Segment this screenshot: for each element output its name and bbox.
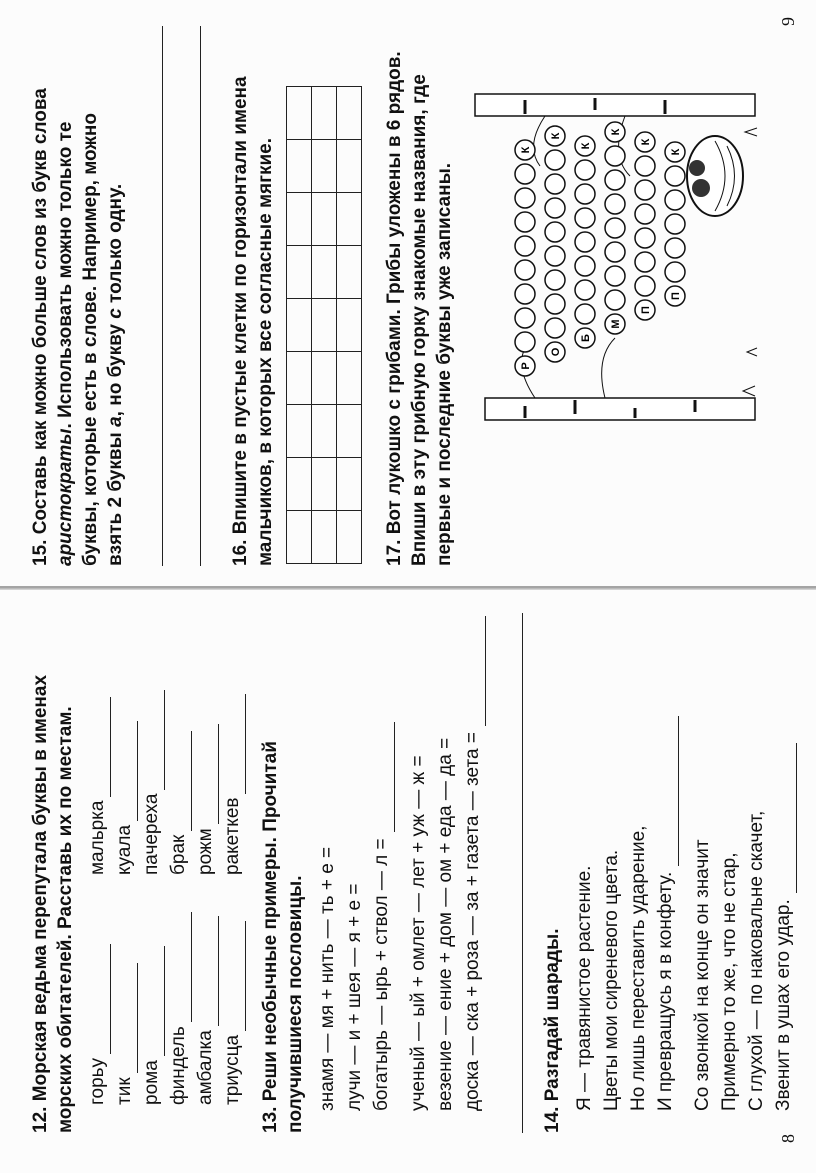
mushroom-cell[interactable] (575, 184, 595, 204)
mushroom-cell[interactable] (545, 150, 565, 170)
grid-cell[interactable] (337, 405, 362, 458)
line-text: Я — травянистое растение. (574, 865, 595, 1111)
mushroom-letter: О (550, 347, 562, 357)
mushroom-cell[interactable] (665, 166, 685, 186)
mushroom-cell[interactable] (575, 304, 595, 324)
grid-cell[interactable] (312, 246, 337, 299)
mushroom-cell[interactable] (575, 160, 595, 180)
line-text: И превращусь я в конфету. (655, 871, 676, 1111)
text-line (138, 625, 165, 875)
mushroom-cell[interactable] (545, 198, 565, 218)
line-text: доска — ска + роза — за + газета — зета = (462, 732, 483, 1111)
line-text: горьу (87, 1057, 108, 1105)
line-text: ракеткев (222, 797, 243, 875)
grid-row (287, 87, 312, 564)
line-text: амбалка (195, 1030, 216, 1105)
task-13-group-2 (405, 608, 486, 1111)
task-12 (28, 608, 246, 1133)
answer-blank[interactable] (227, 694, 246, 794)
mushroom-letter: К (670, 148, 682, 156)
task-13-title: 13. Реши необычные примеры. Прочитай получившиеся пословицы. (260, 741, 306, 1133)
answer-line (162, 26, 163, 566)
grid-cell[interactable] (337, 193, 362, 246)
mushroom-cell[interactable] (665, 262, 685, 282)
text-line (689, 608, 716, 1111)
basket-icon (687, 136, 743, 216)
answer-blank[interactable] (227, 921, 246, 1031)
line-text: С глухой — по наковальне скачет, (746, 810, 767, 1111)
task-17-title: 17. Вот лукошко с грибами. Грибы уложены в 6 рядов. Впиши в эту грибную горку знакомые названия, где первые и последние буквы уже записаны. (384, 51, 455, 566)
mushroom-cell[interactable] (545, 222, 565, 242)
mushroom-cell[interactable] (665, 214, 685, 234)
text-line (84, 625, 111, 875)
text-line (743, 608, 770, 1111)
line-text: куала (114, 824, 135, 875)
mushroom-cell[interactable] (605, 242, 625, 262)
mushroom-letter: П (670, 292, 682, 300)
text-line (459, 608, 486, 1111)
text-line (314, 608, 341, 1111)
mushroom-cell[interactable] (575, 208, 595, 228)
mushroom-cell[interactable] (665, 238, 685, 258)
mushroom-cell[interactable] (515, 260, 535, 280)
grid-cell[interactable] (337, 246, 362, 299)
mushroom-cell[interactable] (635, 252, 655, 272)
line-text: пачереха (141, 793, 162, 875)
mushroom-letter: К (580, 142, 592, 150)
text-line (111, 875, 138, 1105)
mushroom-letter: К (550, 132, 562, 140)
mushroom-cell[interactable] (635, 156, 655, 176)
mushroom-letter: П (640, 306, 652, 314)
task-13 (258, 608, 486, 1133)
page-8 (0, 587, 816, 1173)
answer-blank[interactable] (200, 916, 219, 1026)
grid-cell[interactable] (312, 140, 337, 193)
grid-cell[interactable] (337, 352, 362, 405)
grid-cell[interactable] (287, 140, 312, 193)
grid-cell[interactable] (312, 299, 337, 352)
task-12-column-2 (84, 625, 246, 875)
answer-blank[interactable] (660, 716, 679, 866)
mushroom-cell[interactable] (635, 204, 655, 224)
text-line (84, 875, 111, 1105)
grid-row (312, 87, 337, 564)
text-line (598, 608, 625, 1111)
task-17 (382, 26, 457, 566)
mushroom-basket-illustration (465, 76, 765, 436)
grid-cell[interactable] (337, 87, 362, 140)
grid-cell[interactable] (287, 246, 312, 299)
task-15-title: 15. Составь как можно больше слов из букв слова аристократы. Использовать можно только те буквы, которые есть в слове. Например, можно взять 2 буквы а, но букву с только одну. (30, 88, 126, 566)
text-line (165, 625, 192, 875)
mushroom-cell[interactable] (515, 284, 535, 304)
task-12-title: 12. Морская ведьма перепутала буквы в именах морских обитателей. Расставь их по местам. (30, 674, 76, 1133)
line-text: брак (168, 834, 189, 875)
text-line (368, 608, 395, 1111)
mushroom-cell[interactable] (515, 308, 535, 328)
grid-cell[interactable] (312, 458, 337, 511)
grid-cell[interactable] (287, 193, 312, 246)
task-15 (28, 66, 128, 566)
line-text: знамя — мя + нить — ть + е = (317, 846, 338, 1111)
answer-blank[interactable] (376, 722, 395, 832)
text-line (111, 625, 138, 875)
mushroom-cell[interactable] (545, 246, 565, 266)
mushroom-cell[interactable] (605, 194, 625, 214)
text-line (432, 608, 459, 1111)
mushroom-cell[interactable] (605, 290, 625, 310)
task-14 (540, 608, 797, 1133)
mushroom-letter: Р (520, 362, 532, 370)
line-text: триусца (222, 1034, 243, 1105)
line-text: мальрка (87, 800, 108, 875)
text-line (192, 875, 219, 1105)
answer-line (200, 26, 201, 566)
grid-cell[interactable] (337, 458, 362, 511)
line-text: рожм (195, 828, 216, 875)
mushroom-cell[interactable] (575, 232, 595, 252)
answer-line (522, 613, 523, 1133)
mushroom-cell[interactable] (665, 190, 685, 210)
mushroom-cell[interactable] (635, 180, 655, 200)
line-text: Цветы мои сиреневого цвета. (601, 849, 622, 1111)
mushroom-letter: М (610, 319, 622, 329)
text-line (405, 608, 432, 1111)
grid-cell[interactable] (287, 352, 312, 405)
mushroom-cell[interactable] (635, 276, 655, 296)
page-number: 8 (778, 1134, 798, 1143)
word-aristokraty: аристократы (55, 428, 76, 566)
line-text: тик (114, 1077, 135, 1105)
answer-blank[interactable] (173, 912, 192, 1022)
grid-cell[interactable] (312, 193, 337, 246)
mushroom-cell[interactable] (575, 256, 595, 276)
page-number: 9 (778, 17, 798, 26)
text-line (219, 625, 246, 875)
grid-cell[interactable] (287, 458, 312, 511)
mushroom-letter: Б (580, 334, 592, 342)
text-line (219, 875, 246, 1105)
line-text: лучи — и + шея — я + е = (344, 883, 365, 1111)
riddle-1 (571, 608, 679, 1111)
grid-cell[interactable] (312, 405, 337, 458)
task-12-column-1 (84, 875, 246, 1105)
line-text: везение — ение + дом — ом + еда — да = (435, 737, 456, 1111)
answer-blank[interactable] (146, 690, 165, 790)
line-text: Звенит в ушах его удар. (773, 899, 794, 1111)
mushroom-cell[interactable] (515, 164, 535, 184)
answer-blank[interactable] (467, 616, 486, 726)
grid-row (337, 87, 362, 564)
task-16-title: 16. Впишите в пустые клетки по горизонтали имена мальчиков, в которых все согласные мягкие. (230, 76, 276, 566)
answer-blank[interactable] (146, 946, 165, 1056)
grid-cell[interactable] (287, 405, 312, 458)
line-text: рома (141, 1060, 162, 1105)
text-line (625, 608, 652, 1111)
mushroom-cell[interactable] (515, 212, 535, 232)
mushroom-cell[interactable] (515, 188, 535, 208)
answer-blank[interactable] (119, 721, 138, 821)
mushroom-cell[interactable] (545, 270, 565, 290)
line-text: Со звонкой на конце он значит (692, 839, 713, 1111)
grid-cell[interactable] (312, 511, 337, 564)
mushroom-cell[interactable] (575, 280, 595, 300)
grid-cell[interactable] (287, 299, 312, 352)
grid-cell[interactable] (287, 511, 312, 564)
text-line (165, 875, 192, 1105)
task-14-title: 14. Разгадай шарады. (542, 928, 563, 1133)
mushroom-rows (515, 122, 685, 376)
text-line (341, 608, 368, 1111)
task-13-group-1 (314, 608, 395, 1111)
line-text: Но лишь переставить ударение, (628, 825, 649, 1111)
mushroom-cell[interactable] (515, 236, 535, 256)
mushroom-cell[interactable] (515, 332, 535, 352)
grass-icon (743, 128, 757, 396)
page-9 (0, 0, 816, 586)
line-text: финдель (168, 1026, 189, 1105)
mushroom-cell[interactable] (545, 174, 565, 194)
line-text: Примерно то же, что не стар, (719, 852, 740, 1111)
text-line (652, 608, 679, 1111)
answer-blank[interactable] (119, 963, 138, 1073)
mushroom-letter: К (610, 128, 622, 136)
text-line (192, 625, 219, 875)
grid-cell[interactable] (287, 87, 312, 140)
mushroom-cell[interactable] (635, 228, 655, 248)
answer-blank[interactable] (200, 724, 219, 824)
line-text: ученый — ый + омлет — лет + уж — ж = (408, 755, 429, 1111)
mushroom-cell[interactable] (545, 318, 565, 338)
grid-cell[interactable] (312, 352, 337, 405)
mushroom-cell[interactable] (605, 146, 625, 166)
grid-cell[interactable] (337, 140, 362, 193)
mushroom-cell[interactable] (605, 218, 625, 238)
text-line (138, 875, 165, 1105)
answer-blank[interactable] (778, 743, 797, 893)
text-line (571, 608, 598, 1111)
answer-blank[interactable] (92, 697, 111, 797)
answer-blank[interactable] (173, 731, 192, 831)
name-grid (286, 86, 362, 564)
text-line (770, 608, 797, 1111)
mushroom-letter: К (520, 146, 532, 154)
grid-cell[interactable] (337, 511, 362, 564)
mushroom-cell[interactable] (545, 294, 565, 314)
task-12-words (84, 608, 246, 1105)
task-16 (228, 26, 278, 566)
mushroom-cell[interactable] (605, 266, 625, 286)
text-line (716, 608, 743, 1111)
riddle-2 (689, 608, 797, 1111)
grid-cell[interactable] (312, 87, 337, 140)
mushroom-cell[interactable] (605, 170, 625, 190)
mushroom-letter: К (640, 138, 652, 146)
line-text: богатырь — ырь + ствол — л = (371, 838, 392, 1111)
answer-blank[interactable] (92, 944, 111, 1054)
grid-cell[interactable] (337, 299, 362, 352)
